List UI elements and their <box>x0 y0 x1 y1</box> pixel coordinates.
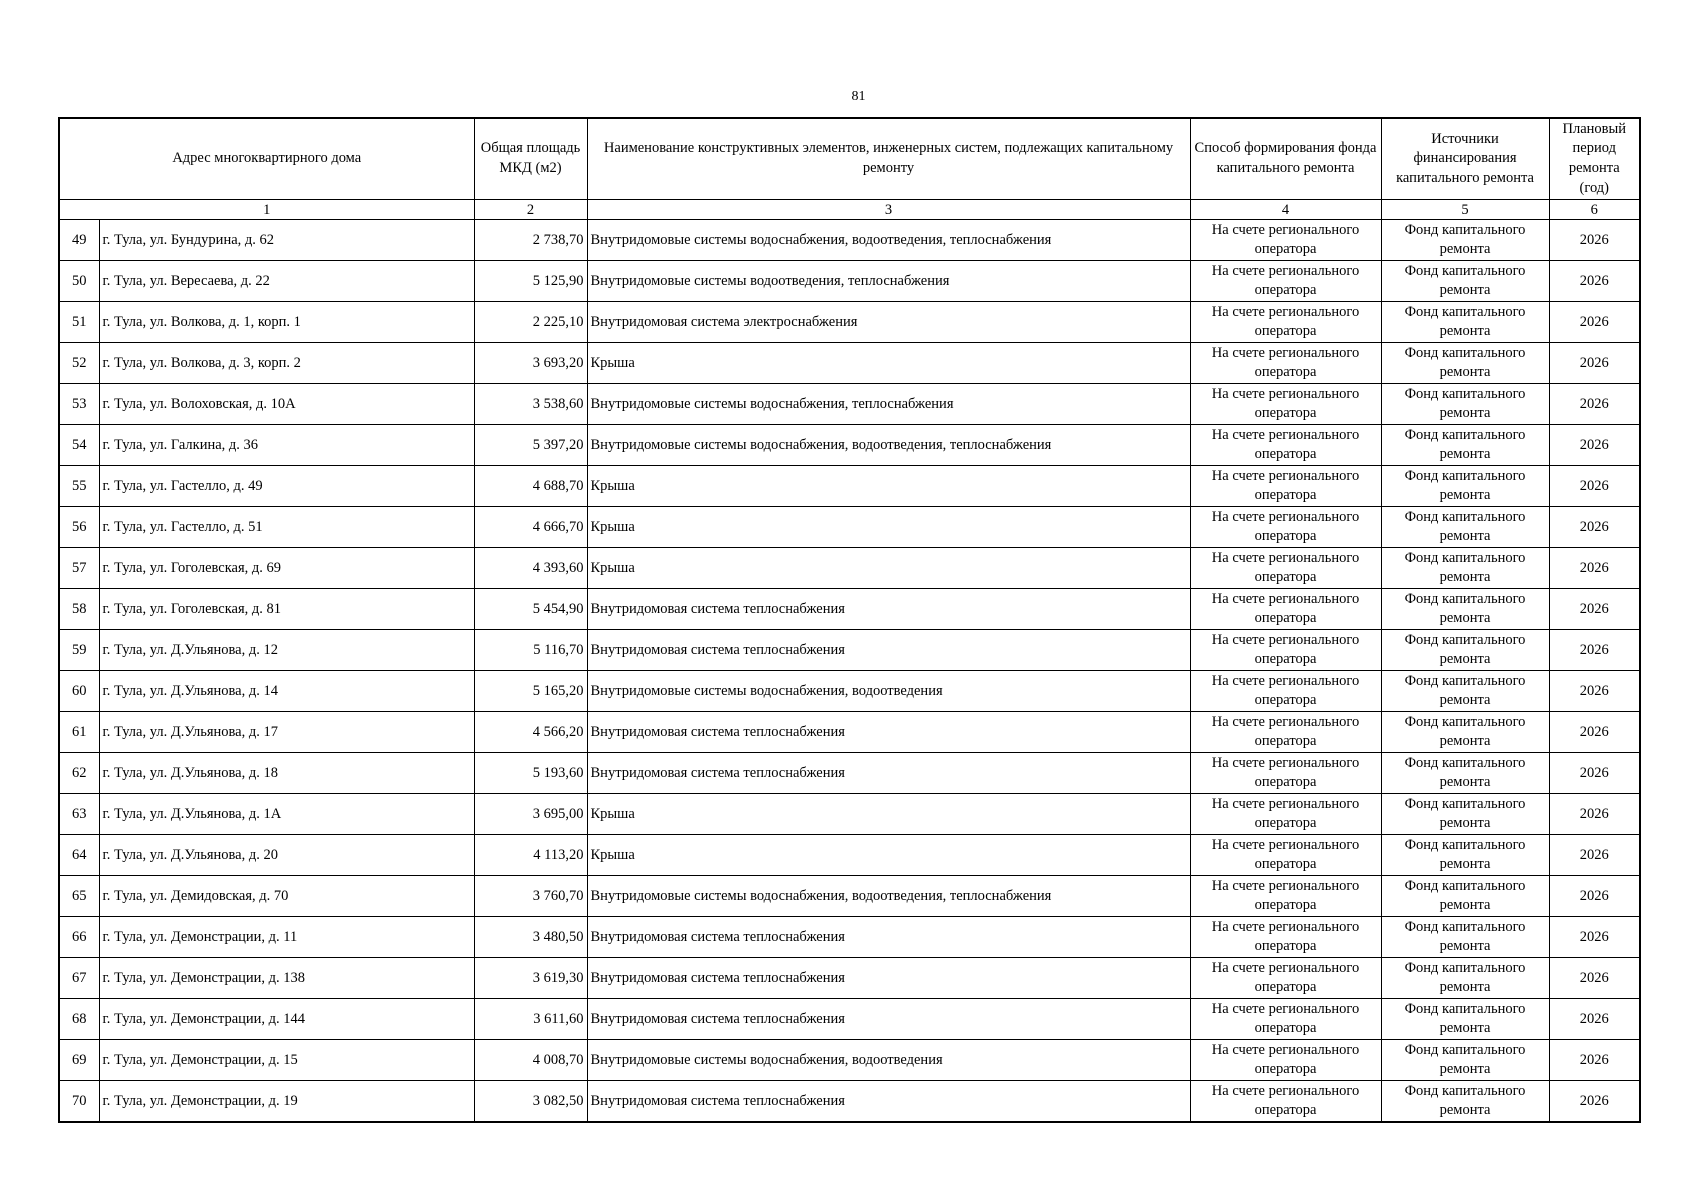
area-cell: 4 008,70 <box>474 1040 587 1081</box>
table-row <box>59 589 1640 630</box>
header-method: Способ формирования фонда капитального ремонта <box>1190 118 1381 200</box>
row-number: 61 <box>59 712 99 753</box>
address-cell: г. Тула, ул. Бундурина, д. 62 <box>99 220 474 261</box>
row-number: 60 <box>59 671 99 712</box>
method-cell: На счете регионального оператора <box>1190 671 1381 712</box>
elements-cell: Крыша <box>587 794 1190 835</box>
year-cell: 2026 <box>1549 548 1640 589</box>
elements-cell: Крыша <box>587 343 1190 384</box>
source-cell: Фонд капитального ремонта <box>1381 671 1549 712</box>
row-number: 56 <box>59 507 99 548</box>
address-cell: г. Тула, ул. Демонстрации, д. 19 <box>99 1081 474 1123</box>
elements-cell: Крыша <box>587 507 1190 548</box>
method-cell: На счете регионального оператора <box>1190 302 1381 343</box>
table-row <box>59 794 1640 835</box>
area-cell: 2 738,70 <box>474 220 587 261</box>
table-row <box>59 712 1640 753</box>
area-cell: 3 480,50 <box>474 917 587 958</box>
row-number: 52 <box>59 343 99 384</box>
table-row <box>59 630 1640 671</box>
year-cell: 2026 <box>1549 343 1640 384</box>
source-cell: Фонд капитального ремонта <box>1381 835 1549 876</box>
row-number: 64 <box>59 835 99 876</box>
source-cell: Фонд капитального ремонта <box>1381 958 1549 999</box>
year-cell: 2026 <box>1549 384 1640 425</box>
address-cell: г. Тула, ул. Д.Ульянова, д. 20 <box>99 835 474 876</box>
header-year: Плановый период ремонта (год) <box>1549 118 1640 200</box>
area-cell: 5 116,70 <box>474 630 587 671</box>
method-cell: На счете регионального оператора <box>1190 712 1381 753</box>
source-cell: Фонд капитального ремонта <box>1381 589 1549 630</box>
address-cell: г. Тула, ул. Д.Ульянова, д. 17 <box>99 712 474 753</box>
elements-cell: Внутридомовая система теплоснабжения <box>587 712 1190 753</box>
source-cell: Фонд капитального ремонта <box>1381 712 1549 753</box>
row-number: 63 <box>59 794 99 835</box>
elements-cell: Внутридомовые системы водоснабжения, теплоснабжения <box>587 384 1190 425</box>
table-row <box>59 261 1640 302</box>
year-cell: 2026 <box>1549 671 1640 712</box>
header-elements: Наименование конструктивных элементов, инженерных систем, подлежащих капитальному ремонту <box>587 118 1190 200</box>
row-number: 50 <box>59 261 99 302</box>
row-number: 65 <box>59 876 99 917</box>
elements-cell: Внутридомовая система теплоснабжения <box>587 753 1190 794</box>
address-cell: г. Тула, ул. Гастелло, д. 51 <box>99 507 474 548</box>
year-cell: 2026 <box>1549 835 1640 876</box>
header-area: Общая площадь МКД (м2) <box>474 118 587 200</box>
year-cell: 2026 <box>1549 794 1640 835</box>
method-cell: На счете регионального оператора <box>1190 999 1381 1040</box>
table-row <box>59 507 1640 548</box>
area-cell: 5 454,90 <box>474 589 587 630</box>
area-cell: 3 695,00 <box>474 794 587 835</box>
row-number: 59 <box>59 630 99 671</box>
source-cell: Фонд капитального ремонта <box>1381 343 1549 384</box>
method-cell: На счете регионального оператора <box>1190 835 1381 876</box>
page-number: 81 <box>851 89 866 104</box>
method-cell: На счете регионального оператора <box>1190 794 1381 835</box>
address-cell: г. Тула, ул. Демонстрации, д. 15 <box>99 1040 474 1081</box>
elements-cell: Внутридомовая система теплоснабжения <box>587 589 1190 630</box>
source-cell: Фонд капитального ремонта <box>1381 1040 1549 1081</box>
address-cell: г. Тула, ул. Д.Ульянова, д. 12 <box>99 630 474 671</box>
area-cell: 4 666,70 <box>474 507 587 548</box>
year-cell: 2026 <box>1549 712 1640 753</box>
address-cell: г. Тула, ул. Волкова, д. 3, корп. 2 <box>99 343 474 384</box>
year-cell: 2026 <box>1549 302 1640 343</box>
source-cell: Фонд капитального ремонта <box>1381 302 1549 343</box>
row-number: 53 <box>59 384 99 425</box>
source-cell: Фонд капитального ремонта <box>1381 466 1549 507</box>
area-cell: 5 193,60 <box>474 753 587 794</box>
source-cell: Фонд капитального ремонта <box>1381 794 1549 835</box>
elements-cell: Внутридомовые системы водоснабжения, водоотведения <box>587 671 1190 712</box>
year-cell: 2026 <box>1549 1081 1640 1123</box>
method-cell: На счете регионального оператора <box>1190 548 1381 589</box>
table-row <box>59 425 1640 466</box>
table-row <box>59 917 1640 958</box>
area-cell: 4 566,20 <box>474 712 587 753</box>
table-row <box>59 466 1640 507</box>
source-cell: Фонд капитального ремонта <box>1381 548 1549 589</box>
table-row <box>59 548 1640 589</box>
year-cell: 2026 <box>1549 630 1640 671</box>
table-row <box>59 753 1640 794</box>
elements-cell: Внутридомовые системы водоотведения, теплоснабжения <box>587 261 1190 302</box>
elements-cell: Крыша <box>587 466 1190 507</box>
repair-register-table <box>58 117 1641 1123</box>
header-source: Источники финансирования капитального ремонта <box>1381 118 1549 200</box>
year-cell: 2026 <box>1549 261 1640 302</box>
method-cell: На счете регионального оператора <box>1190 753 1381 794</box>
address-cell: г. Тула, ул. Д.Ульянова, д. 1А <box>99 794 474 835</box>
table-row <box>59 302 1640 343</box>
table-row <box>59 1081 1640 1123</box>
elements-cell: Внутридомовые системы водоснабжения, водоотведения, теплоснабжения <box>587 876 1190 917</box>
area-cell: 4 113,20 <box>474 835 587 876</box>
address-cell: г. Тула, ул. Вересаева, д. 22 <box>99 261 474 302</box>
row-number: 66 <box>59 917 99 958</box>
row-number: 70 <box>59 1081 99 1123</box>
source-cell: Фонд капитального ремонта <box>1381 630 1549 671</box>
address-cell: г. Тула, ул. Гоголевская, д. 69 <box>99 548 474 589</box>
column-number: 1 <box>59 200 474 220</box>
column-number: 2 <box>474 200 587 220</box>
area-cell: 5 125,90 <box>474 261 587 302</box>
method-cell: На счете регионального оператора <box>1190 425 1381 466</box>
elements-cell: Крыша <box>587 548 1190 589</box>
area-cell: 5 397,20 <box>474 425 587 466</box>
row-number: 67 <box>59 958 99 999</box>
address-cell: г. Тула, ул. Галкина, д. 36 <box>99 425 474 466</box>
area-cell: 3 760,70 <box>474 876 587 917</box>
row-number: 58 <box>59 589 99 630</box>
elements-cell: Внутридомовые системы водоснабжения, водоотведения <box>587 1040 1190 1081</box>
year-cell: 2026 <box>1549 220 1640 261</box>
address-cell: г. Тула, ул. Демидовская, д. 70 <box>99 876 474 917</box>
address-cell: г. Тула, ул. Волоховская, д. 10А <box>99 384 474 425</box>
method-cell: На счете регионального оператора <box>1190 507 1381 548</box>
year-cell: 2026 <box>1549 999 1640 1040</box>
table-row <box>59 220 1640 261</box>
elements-cell: Внутридомовая система теплоснабжения <box>587 999 1190 1040</box>
header-address: Адрес многоквартирного дома <box>59 118 474 200</box>
method-cell: На счете регионального оператора <box>1190 466 1381 507</box>
table-header-row <box>59 118 1640 200</box>
source-cell: Фонд капитального ремонта <box>1381 876 1549 917</box>
address-cell: г. Тула, ул. Демонстрации, д. 138 <box>99 958 474 999</box>
method-cell: На счете регионального оператора <box>1190 589 1381 630</box>
elements-cell: Крыша <box>587 835 1190 876</box>
table-row <box>59 958 1640 999</box>
row-number: 51 <box>59 302 99 343</box>
method-cell: На счете регионального оператора <box>1190 1081 1381 1123</box>
area-cell: 4 688,70 <box>474 466 587 507</box>
table-row <box>59 999 1640 1040</box>
area-cell: 3 693,20 <box>474 343 587 384</box>
area-cell: 3 611,60 <box>474 999 587 1040</box>
row-number: 54 <box>59 425 99 466</box>
area-cell: 3 619,30 <box>474 958 587 999</box>
elements-cell: Внутридомовая система теплоснабжения <box>587 1081 1190 1123</box>
table-row <box>59 835 1640 876</box>
elements-cell: Внутридомовая система теплоснабжения <box>587 917 1190 958</box>
table-row <box>59 1040 1640 1081</box>
column-number: 4 <box>1190 200 1381 220</box>
address-cell: г. Тула, ул. Гастелло, д. 49 <box>99 466 474 507</box>
row-number: 69 <box>59 1040 99 1081</box>
year-cell: 2026 <box>1549 917 1640 958</box>
elements-cell: Внутридомовая система электроснабжения <box>587 302 1190 343</box>
source-cell: Фонд капитального ремонта <box>1381 999 1549 1040</box>
elements-cell: Внутридомовая система теплоснабжения <box>587 958 1190 999</box>
year-cell: 2026 <box>1549 507 1640 548</box>
row-number: 49 <box>59 220 99 261</box>
year-cell: 2026 <box>1549 589 1640 630</box>
source-cell: Фонд капитального ремонта <box>1381 261 1549 302</box>
address-cell: г. Тула, ул. Д.Ульянова, д. 14 <box>99 671 474 712</box>
year-cell: 2026 <box>1549 958 1640 999</box>
table-row <box>59 671 1640 712</box>
table-row <box>59 343 1640 384</box>
year-cell: 2026 <box>1549 1040 1640 1081</box>
column-number-row <box>59 200 1640 220</box>
elements-cell: Внутридомовые системы водоснабжения, водоотведения, теплоснабжения <box>587 220 1190 261</box>
source-cell: Фонд капитального ремонта <box>1381 753 1549 794</box>
method-cell: На счете регионального оператора <box>1190 261 1381 302</box>
area-cell: 3 082,50 <box>474 1081 587 1123</box>
method-cell: На счете регионального оператора <box>1190 876 1381 917</box>
method-cell: На счете регионального оператора <box>1190 1040 1381 1081</box>
row-number: 68 <box>59 999 99 1040</box>
column-number: 3 <box>587 200 1190 220</box>
address-cell: г. Тула, ул. Волкова, д. 1, корп. 1 <box>99 302 474 343</box>
column-number: 6 <box>1549 200 1640 220</box>
row-number: 62 <box>59 753 99 794</box>
area-cell: 2 225,10 <box>474 302 587 343</box>
method-cell: На счете регионального оператора <box>1190 630 1381 671</box>
source-cell: Фонд капитального ремонта <box>1381 425 1549 466</box>
method-cell: На счете регионального оператора <box>1190 917 1381 958</box>
row-number: 55 <box>59 466 99 507</box>
elements-cell: Внутридомовые системы водоснабжения, водоотведения, теплоснабжения <box>587 425 1190 466</box>
year-cell: 2026 <box>1549 466 1640 507</box>
source-cell: Фонд капитального ремонта <box>1381 384 1549 425</box>
table-row <box>59 876 1640 917</box>
area-cell: 4 393,60 <box>474 548 587 589</box>
address-cell: г. Тула, ул. Д.Ульянова, д. 18 <box>99 753 474 794</box>
column-number: 5 <box>1381 200 1549 220</box>
source-cell: Фонд капитального ремонта <box>1381 917 1549 958</box>
source-cell: Фонд капитального ремонта <box>1381 507 1549 548</box>
year-cell: 2026 <box>1549 425 1640 466</box>
table-row <box>59 384 1640 425</box>
area-cell: 3 538,60 <box>474 384 587 425</box>
year-cell: 2026 <box>1549 876 1640 917</box>
source-cell: Фонд капитального ремонта <box>1381 220 1549 261</box>
method-cell: На счете регионального оператора <box>1190 384 1381 425</box>
method-cell: На счете регионального оператора <box>1190 343 1381 384</box>
address-cell: г. Тула, ул. Демонстрации, д. 144 <box>99 999 474 1040</box>
address-cell: г. Тула, ул. Гоголевская, д. 81 <box>99 589 474 630</box>
method-cell: На счете регионального оператора <box>1190 958 1381 999</box>
row-number: 57 <box>59 548 99 589</box>
method-cell: На счете регионального оператора <box>1190 220 1381 261</box>
address-cell: г. Тула, ул. Демонстрации, д. 11 <box>99 917 474 958</box>
area-cell: 5 165,20 <box>474 671 587 712</box>
elements-cell: Внутридомовая система теплоснабжения <box>587 630 1190 671</box>
source-cell: Фонд капитального ремонта <box>1381 1081 1549 1123</box>
year-cell: 2026 <box>1549 753 1640 794</box>
